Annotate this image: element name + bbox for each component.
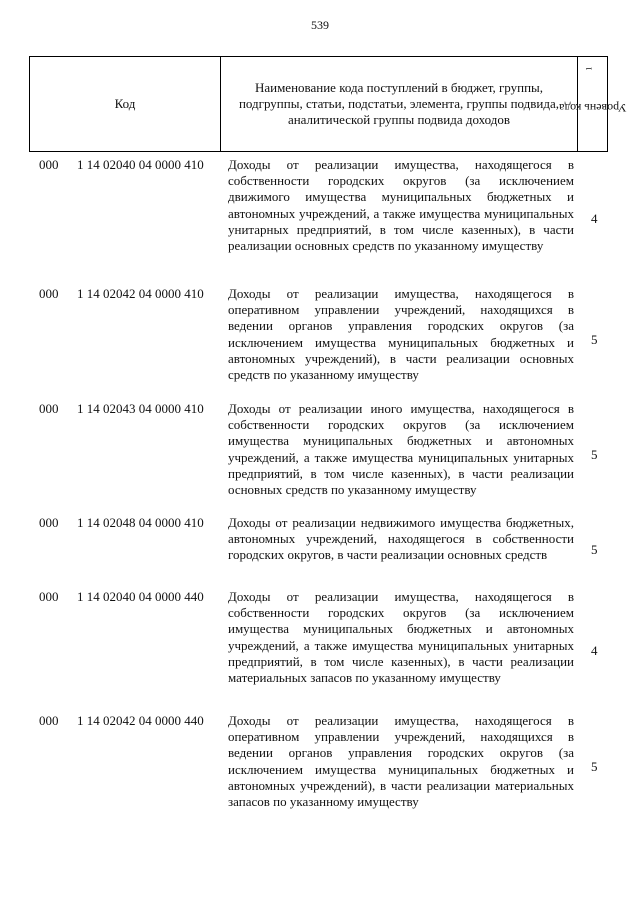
row-code: 1 14 02040 04 0000 440: [77, 589, 204, 604]
row-description: Доходы от реализации имущества, находящегося в оперативном управлении учреждений, находящихся в ведении органов управления городских округов (за исключением имущества муниципальных бюджетных и автономных учреждений), в части реализации основных средств по указанному имуществу: [228, 286, 574, 383]
row-level: 5: [591, 332, 598, 347]
header-code: Код: [30, 57, 221, 151]
row-prefix: 000: [39, 286, 59, 301]
row-level: 4: [591, 211, 598, 226]
table-header: [29, 56, 627, 152]
row-level: 5: [591, 759, 598, 774]
header-level: [559, 57, 627, 151]
row-prefix: 000: [39, 157, 59, 172]
header-level-footnote: 1: [584, 66, 594, 71]
row-description: Доходы от реализации имущества, находящегося в оперативном управлении учреждений, находящихся в ведении органов управления городских округов (за исключением имущества муниципальных бюджетных и автономных учреждений), в части реализации материальных запасов по указанному имуществу: [228, 713, 574, 810]
row-prefix: 000: [39, 401, 59, 416]
page-number: 539: [311, 18, 329, 32]
row-prefix: 000: [39, 589, 59, 604]
row-code: 1 14 02048 04 0000 410: [77, 515, 204, 530]
header-name: Наименование кода поступлений в бюджет, группы, подгруппы, статьи, подстатьи, элемента, группы подвида, аналитической группы подвида доходов: [221, 57, 578, 151]
row-description: Доходы от реализации имущества, находящегося в собственности городских округов (за исключением имущества муниципальных бюджетных и автономных учреждений, а также имущества муниципальных унитарных предприятий, в том числе казенных), в части реализации материальных запасов по указанному имуществу: [228, 589, 574, 686]
header-level-label: Уровень кода: [559, 101, 627, 115]
row-description: Доходы от реализации иного имущества, находящегося в собственности городских округов (за исключением имущества муниципальных бюджетных и автономных учреждений, а также имущества муниципальных унитарных предприятий, в том числе казенных), в части реализации основных средств по указанному имуществу: [228, 401, 574, 498]
row-code: 1 14 02043 04 0000 410: [77, 401, 204, 416]
row-code: 1 14 02042 04 0000 410: [77, 286, 204, 301]
row-level: 5: [591, 447, 598, 462]
row-prefix: 000: [39, 713, 59, 728]
row-prefix: 000: [39, 515, 59, 530]
row-level: 4: [591, 643, 598, 658]
row-code: 1 14 02040 04 0000 410: [77, 157, 204, 172]
row-level: 5: [591, 542, 598, 557]
row-description: Доходы от реализации недвижимого имущества бюджетных, автономных учреждений, находящегося в собственности городских округов, в части реализации основных средств: [228, 515, 574, 563]
row-description: Доходы от реализации имущества, находящегося в собственности городских округов (за исключением движимого имущества муниципальных бюджетных и автономных учреждений, а также имущества муниципальных унитарных предприятий, в том числе казенных), в части реализации основных средств по указанному имуществу: [228, 157, 574, 254]
row-code: 1 14 02042 04 0000 440: [77, 713, 204, 728]
